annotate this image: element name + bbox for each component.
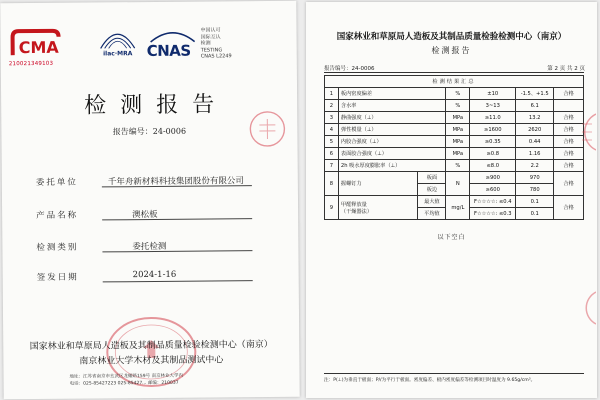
test-item: 内胶合强度（⊥） xyxy=(338,136,445,148)
report-number: 报告编号：24-0006 xyxy=(112,126,187,137)
unit: MPa xyxy=(446,124,470,136)
requirement: 3~13 xyxy=(470,100,516,112)
report-results-page xyxy=(306,2,597,398)
sub-item: 平均值 xyxy=(418,208,446,220)
row-number: 2 xyxy=(325,100,339,112)
requirement: ≥0.35 xyxy=(470,136,516,148)
verdict: 合格 xyxy=(554,124,584,136)
test-item xyxy=(338,196,418,220)
cnas-text: CNAS xyxy=(146,41,191,61)
requirement: ≥1600 xyxy=(470,124,516,136)
issuing-organization-secondary: 南京林业大学木材及其制品测试中心 xyxy=(79,355,224,367)
seam-seal-stamp-lower xyxy=(568,288,596,328)
results-report-number: 报告编号：24-0006 xyxy=(324,66,375,72)
test-type-field: 检测类别 委托检测 xyxy=(36,241,167,253)
verdict: 合格 xyxy=(554,196,584,220)
cma-logo xyxy=(8,27,62,68)
result: 1.16 xyxy=(516,148,554,160)
test-item: 握螺钉力 xyxy=(338,172,418,196)
verdict: 合格 xyxy=(554,112,584,124)
table-row xyxy=(325,172,584,184)
sub-item: 板边 xyxy=(418,184,446,196)
address-block: 地址：江苏省南京市玄武区龙蟠路159号 南京林业大学内 电话：025-85427223 025-85427... 邮编：210037 xyxy=(69,373,184,387)
table-row xyxy=(325,136,584,148)
row-number: 8 xyxy=(325,172,339,196)
verdict: 合格 xyxy=(554,148,584,160)
row-number: 7 xyxy=(325,160,339,172)
result: 6.1 xyxy=(516,100,554,112)
row-number: 1 xyxy=(325,88,339,100)
issuing-organization: 国家林业和草原局人造板及其制品质量检验检测中心（南京） xyxy=(29,339,273,353)
verdict: 合格 xyxy=(554,160,584,172)
end-of-content-note: 以下空白 xyxy=(437,234,466,241)
requirement: ≥600 xyxy=(470,184,516,196)
test-item: 2h 吸水厚度膨胀率（⊥） xyxy=(338,160,445,172)
sub-item: 最大值 xyxy=(418,196,446,208)
requirement: F☆☆☆☆: ≤0.3 xyxy=(470,208,516,220)
row-number: 6 xyxy=(325,148,339,160)
results-organization: 国家林业和草原局人造板及其制品质量检验检测中心（南京） xyxy=(336,32,567,42)
table-row xyxy=(325,196,584,208)
test-item-line2: （干燥器法） xyxy=(340,208,373,215)
requirement: ≥11.0 xyxy=(470,112,516,124)
issue-date-value: 2024-1-16 xyxy=(132,269,177,281)
unit: N xyxy=(446,172,470,196)
client-field: 委托单位 千年舟新材料科技集团股份有限公司 xyxy=(35,176,244,188)
unit: MPa xyxy=(446,112,470,124)
test-item-line1: 甲醛释放量 xyxy=(340,201,367,208)
table-caption: 检测结果汇总 xyxy=(325,76,584,88)
test-item: 静曲强度（⊥） xyxy=(338,112,445,124)
product-value: 澳松板 xyxy=(132,209,158,221)
test-item: 弹性模量（⊥） xyxy=(338,124,445,136)
seam-seal-stamp xyxy=(568,110,596,154)
cma-mark: CMA xyxy=(18,37,59,58)
row-number: 9 xyxy=(325,196,339,220)
client-value: 千年舟新材料科技集团股份有限公司 xyxy=(107,176,244,188)
page-indicator: 第 2 页 共 2 页 xyxy=(547,66,585,72)
certification-logos xyxy=(8,25,288,67)
unit: MPa xyxy=(446,148,470,160)
test-item: 表面胶合强度（⊥） xyxy=(338,148,445,160)
table-row xyxy=(325,100,584,112)
requirement: F☆☆☆☆: ≤0.4 xyxy=(470,196,516,208)
table-row xyxy=(325,124,584,136)
row-number: 3 xyxy=(325,112,339,124)
test-item: 含水率 xyxy=(338,100,445,112)
requirement: ≥900 xyxy=(470,172,516,184)
table-row xyxy=(325,160,584,172)
unit: MPa xyxy=(446,136,470,148)
requirement: ≤8.0 xyxy=(470,160,516,172)
product-field: 产品名称 澳松板 xyxy=(36,209,158,221)
test-item: 板内密度偏差 xyxy=(338,88,445,100)
result: -1.5、+1.5 xyxy=(516,88,554,100)
result: 13.2 xyxy=(516,112,554,124)
cnas-accreditation-text: 中国认可 国际互认 检测 TESTING CNAS L2249 xyxy=(200,27,232,60)
table-caption-row xyxy=(325,76,584,88)
result: 2.2 xyxy=(516,160,554,172)
result: 0.1 xyxy=(516,208,554,220)
cma-code: 210021349103 xyxy=(8,60,54,68)
result: 0.44 xyxy=(516,136,554,148)
results-table xyxy=(324,75,584,220)
report-title: 检测报告 xyxy=(84,92,229,119)
issue-date-field: 签发日期 2024-1-16 xyxy=(36,269,177,283)
result: 0.1 xyxy=(516,196,554,208)
results-title: 检测报告 xyxy=(431,46,472,55)
table-row xyxy=(325,112,584,124)
requirement: ±10 xyxy=(470,88,516,100)
unit: % xyxy=(446,88,470,100)
result: 780 xyxy=(516,184,554,196)
row-number: 5 xyxy=(325,136,339,148)
seal-stamp xyxy=(247,109,287,149)
ilac-mra-logo xyxy=(94,26,140,70)
requirement: ≥0.8 xyxy=(470,148,516,160)
table-row xyxy=(325,148,584,160)
cnas-logo xyxy=(146,28,198,62)
result: 970 xyxy=(516,172,554,184)
table-row xyxy=(325,88,584,100)
unit: % xyxy=(446,160,470,172)
row-number: 4 xyxy=(325,124,339,136)
footnote: 注：P(⊥)为垂直于板面；P//为平行于板面。密度偏差、板内密度偏差等检测项目时温度为 9.65g/cm³。 xyxy=(324,378,536,383)
verdict: 合格 xyxy=(554,172,584,196)
verdict: 合格 xyxy=(554,136,584,148)
report-cover-page xyxy=(0,1,299,400)
ilac-text: ilac·MRA xyxy=(103,50,133,58)
unit: mg/L xyxy=(446,196,470,220)
test-type-value: 委托检测 xyxy=(132,241,167,253)
verdict: 合格 xyxy=(554,88,584,100)
unit: % xyxy=(446,100,470,112)
sub-item: 板面 xyxy=(418,172,446,184)
result: 2620 xyxy=(516,124,554,136)
